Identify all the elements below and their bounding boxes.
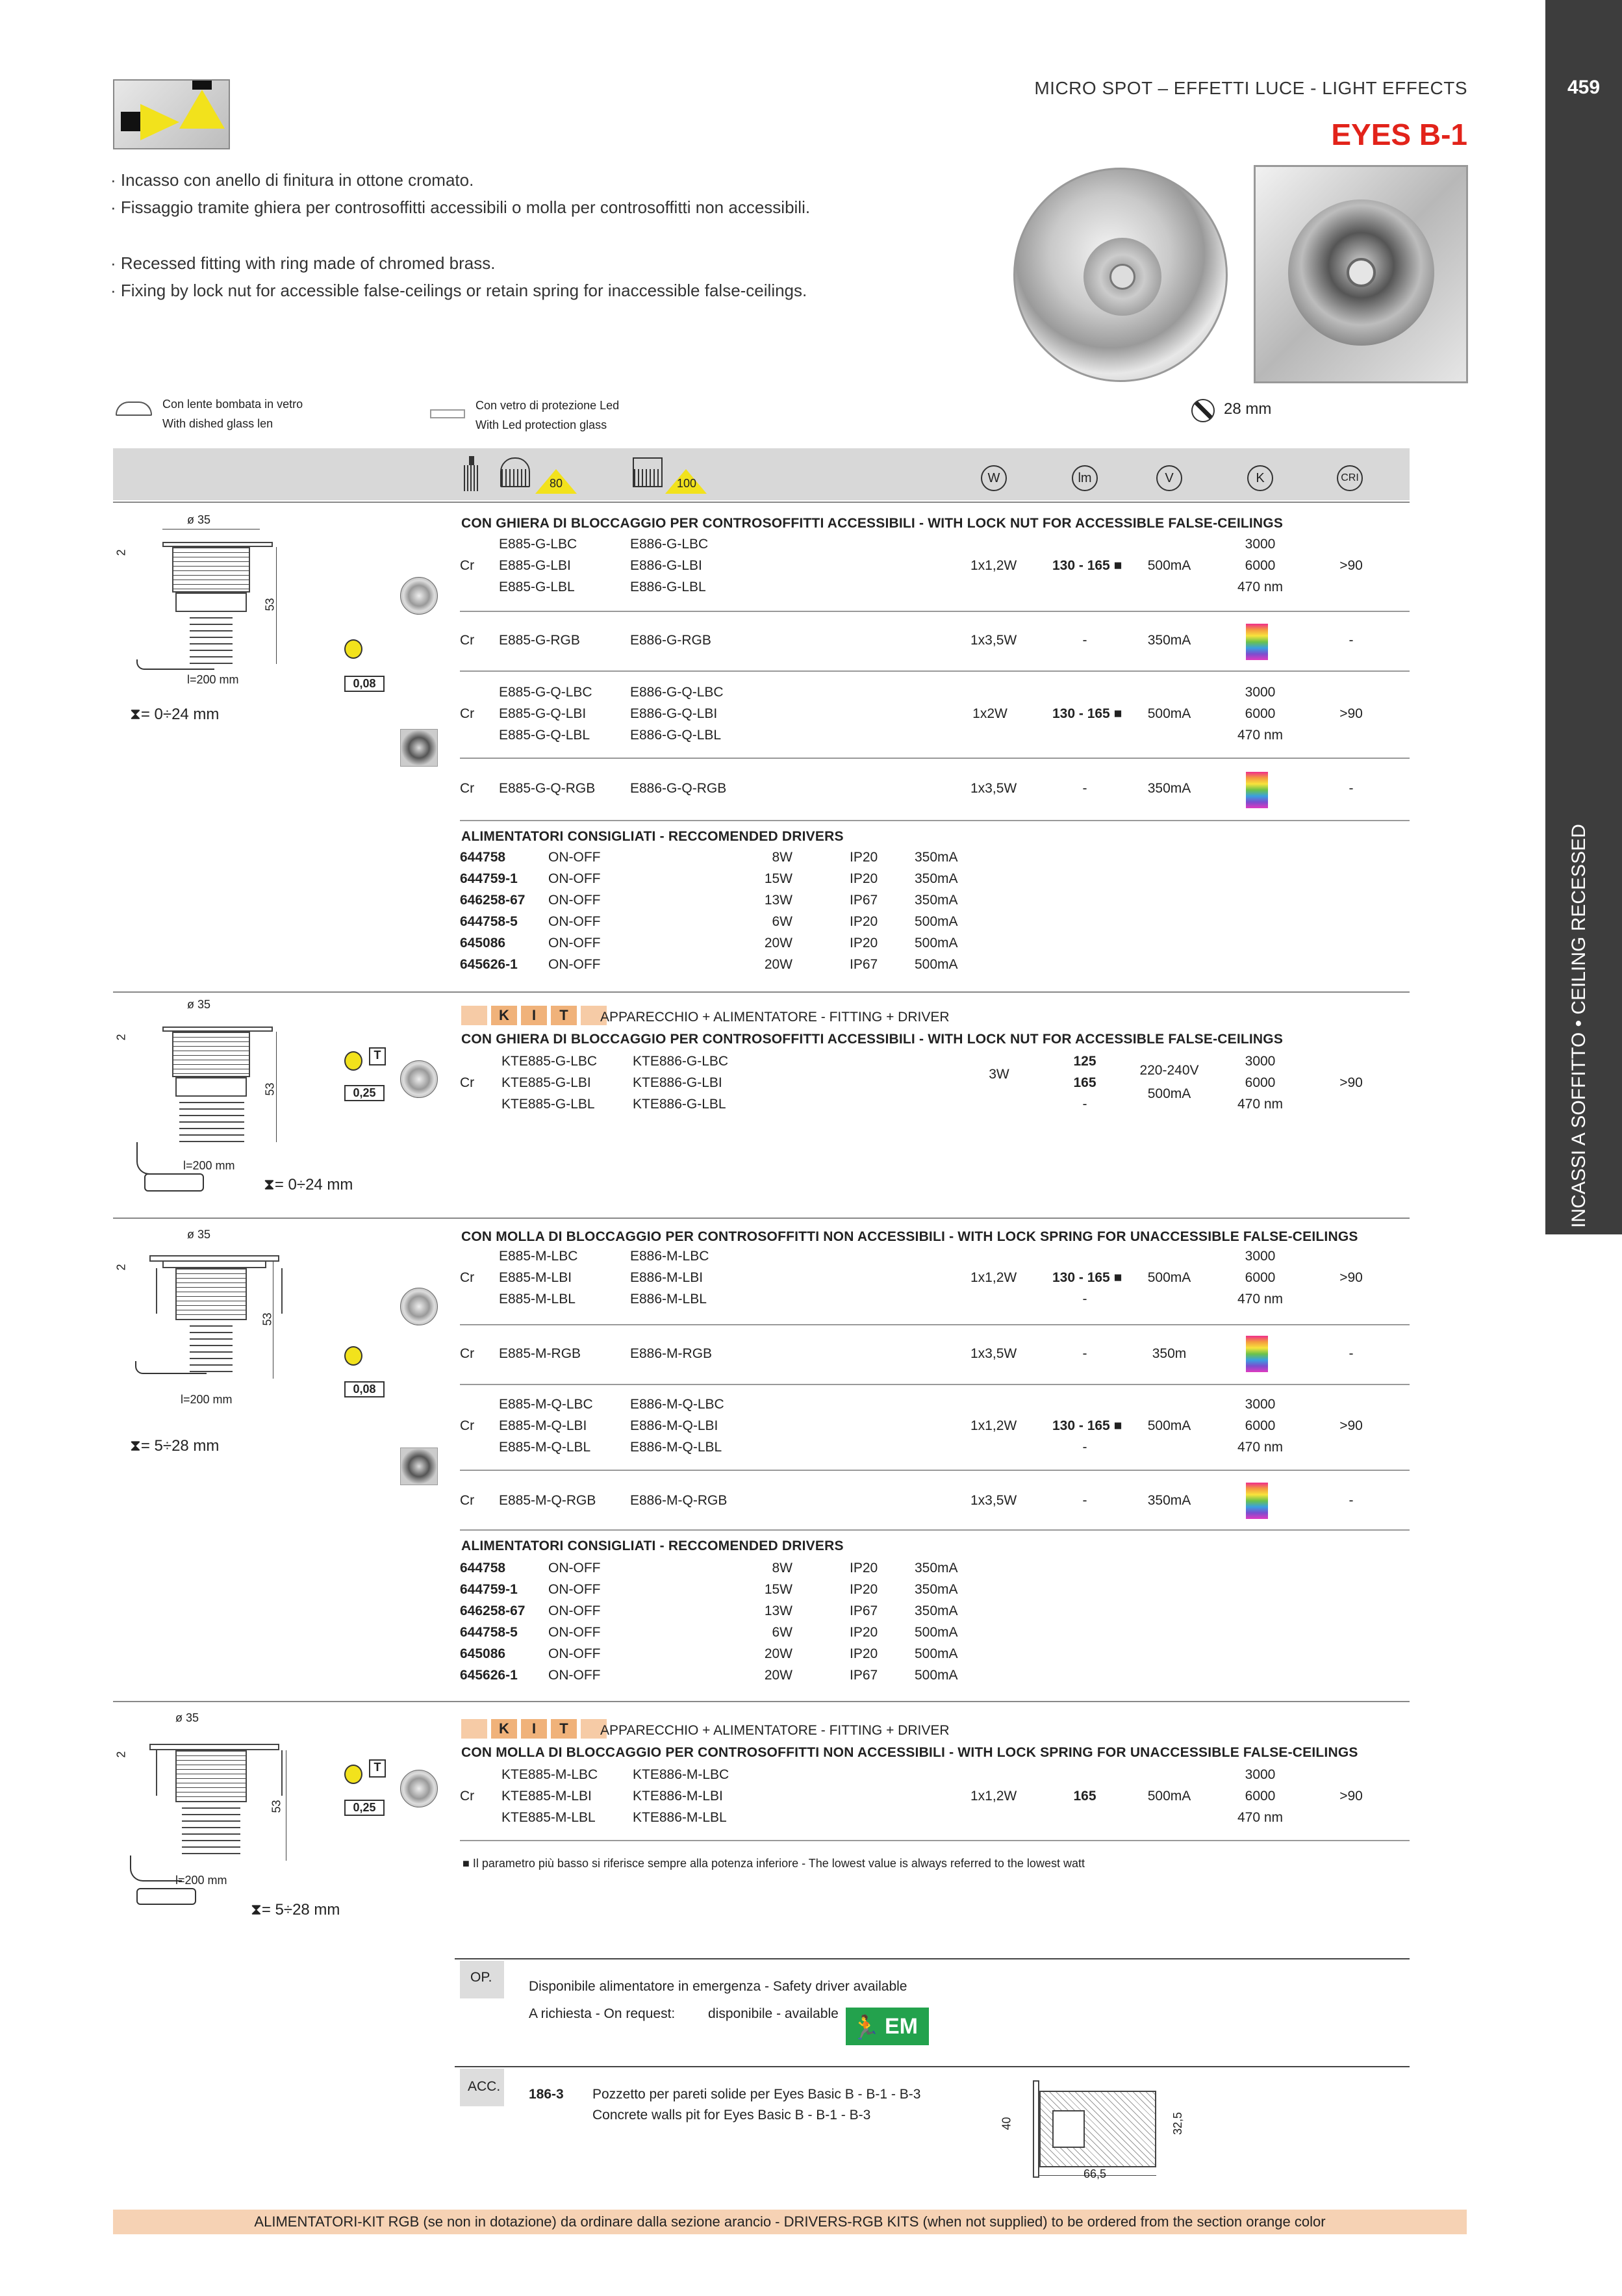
- spec-header-bar: [113, 448, 1410, 500]
- code: KTE886-G-LBC: [633, 1054, 729, 1069]
- code: E885-G-LBL: [499, 580, 575, 594]
- s4-height: 53: [270, 1800, 283, 1813]
- cri: >90: [1339, 706, 1363, 721]
- rgb-icon: [1246, 772, 1268, 808]
- watt-icon: W: [981, 465, 1007, 491]
- s2-cable: l=200 mm: [183, 1159, 235, 1172]
- finish: Cr: [460, 1270, 475, 1285]
- acc-dim-depth: 32,5: [1171, 2111, 1185, 2136]
- code: E885-M-Q-LBL: [499, 1440, 591, 1455]
- lumen-icon: lm: [1072, 465, 1098, 491]
- glass-label-en: With Led protection glass: [475, 418, 607, 431]
- driver-row: 644759-1 ON-OFF 15W IP20 350mA: [460, 871, 958, 886]
- cri: >90: [1339, 1270, 1363, 1285]
- driver-row: 644758-5 ON-OFF 6W IP20 500mA: [460, 1625, 958, 1640]
- watt: 1x1,2W: [970, 1789, 1017, 1804]
- driver-row: 644759-1 ON-OFF 15W IP20 350mA: [460, 1582, 958, 1597]
- volt-icon: V: [1156, 465, 1182, 491]
- s3-range: ⧗= 5÷28 mm: [130, 1437, 220, 1455]
- watt: 1x3,5W: [970, 1346, 1017, 1361]
- code: E885-M-Q-LBI: [499, 1418, 587, 1433]
- cri: >90: [1339, 558, 1363, 573]
- flat-lamp-icon: [633, 457, 663, 487]
- watt: 1x1,2W: [970, 1418, 1017, 1433]
- kelvin: 3000: [1245, 1397, 1276, 1412]
- acc-label: ACC.: [468, 2079, 501, 2094]
- kelvin: 470 nm: [1237, 1097, 1284, 1112]
- page-number: 459: [1567, 77, 1601, 98]
- code: E885-M-LBI: [499, 1270, 572, 1285]
- lumen: 165: [1073, 1075, 1096, 1090]
- watt: 1x2W: [972, 706, 1007, 721]
- code: KTE886-G-LBL: [633, 1097, 726, 1112]
- cri: >90: [1339, 1075, 1363, 1090]
- code: KTE886-G-LBI: [633, 1075, 722, 1090]
- s2-voltage: 220-240V: [1139, 1063, 1199, 1078]
- lumen: 130 - 165 ■: [1052, 706, 1122, 721]
- watt: 1x3,5W: [970, 781, 1017, 796]
- finish: Cr: [460, 1346, 475, 1361]
- code: E885-G-Q-LBI: [499, 706, 587, 721]
- code: KTE886-M-LBC: [633, 1767, 729, 1782]
- s3-cable: l=200 mm: [181, 1393, 233, 1406]
- finish: Cr: [460, 1075, 475, 1090]
- side-label: INCASSI A SOFFITTO • CEILING RECESSED: [1568, 824, 1590, 1228]
- watt: 1x3,5W: [970, 1493, 1017, 1508]
- kelvin: 6000: [1245, 558, 1276, 573]
- divider: [460, 758, 1410, 759]
- op-line2a: A richiesta - On request:: [529, 2006, 676, 2021]
- divider: [460, 1470, 1410, 1471]
- finish: Cr: [460, 1789, 475, 1804]
- s2-title: CON GHIERA DI BLOCCAGGIO PER CONTROSOFFITTI ACCESSIBILI - WITH LOCK NUT FOR ACCESSIBLE FALSE-CEILINGS: [461, 1032, 1284, 1047]
- watt: 1x3,5W: [970, 633, 1017, 648]
- code: E886-M-LBI: [630, 1270, 703, 1285]
- rgb-icon: [1246, 1336, 1268, 1372]
- lumen: -: [1082, 1292, 1087, 1307]
- code: KTE886-M-LBI: [633, 1789, 723, 1804]
- s2-kit-label: APPARECCHIO + ALIMENTATORE - FITTING + DRIVER: [600, 1010, 950, 1025]
- kelvin: 470 nm: [1237, 1810, 1284, 1825]
- lumen: 125: [1073, 1054, 1096, 1069]
- code: E886-M-Q-RGB: [630, 1493, 728, 1508]
- cri: >90: [1339, 1789, 1363, 1804]
- code: E886-G-Q-LBI: [630, 706, 718, 721]
- acc-drawing: [987, 2071, 1208, 2188]
- divider: [460, 670, 1410, 672]
- code: E886-M-LBL: [630, 1292, 707, 1307]
- divider: [460, 1840, 1410, 1841]
- cri100-value: 100: [677, 477, 697, 490]
- lens-label-en: With dished glass len: [162, 417, 273, 430]
- lumen: -: [1082, 1097, 1087, 1112]
- kelvin: 6000: [1245, 1789, 1276, 1804]
- code: E886-G-Q-LBL: [630, 728, 722, 743]
- s4-cable: l=200 mm: [175, 1874, 227, 1887]
- s2-weight: 0,25: [344, 1085, 385, 1101]
- current: 500mA: [1147, 706, 1191, 721]
- finish: Cr: [460, 1493, 475, 1508]
- s2-thickness: 2: [114, 1034, 128, 1041]
- s2-driver-box: T: [369, 1047, 386, 1065]
- code: KTE885-M-LBI: [501, 1789, 592, 1804]
- driver-row: 646258-67 ON-OFF 13W IP67 350mA: [460, 893, 958, 908]
- code: E886-G-Q-LBC: [630, 685, 724, 700]
- divider: [113, 1218, 1410, 1219]
- divider: [455, 2066, 1410, 2067]
- lumen: 130 - 165 ■: [1052, 1418, 1122, 1433]
- footer-note: ALIMENTATORI-KIT RGB (se non in dotazione) da ordinare dalla sezione arancio - DRIVERS-RGB KITS (when not supplied) to be ordered from the section orange color: [113, 2210, 1467, 2234]
- driver-row: 646258-67 ON-OFF 13W IP67 350mA: [460, 1603, 958, 1618]
- cri: -: [1349, 1493, 1354, 1508]
- watt: 1x1,2W: [970, 558, 1017, 573]
- code: E885-G-LBC: [499, 537, 577, 552]
- driver-row: 645086 ON-OFF 20W IP20 500mA: [460, 1646, 958, 1661]
- code: E885-G-Q-LBC: [499, 685, 592, 700]
- finish: Cr: [460, 1418, 475, 1433]
- cri80-value: 80: [550, 477, 563, 490]
- lumen: 130 - 165 ■: [1052, 1270, 1122, 1285]
- s2-current: 500mA: [1147, 1086, 1191, 1101]
- rgb-icon: [1246, 1483, 1268, 1519]
- code: E886-G-LBI: [630, 558, 702, 573]
- code: E886-G-LBL: [630, 580, 706, 594]
- acc-line2: Concrete walls pit for Eyes Basic B - B-1 - B-3: [592, 2108, 871, 2123]
- s2-height: 53: [263, 1082, 277, 1096]
- s3-weight: 0,08: [344, 1381, 385, 1397]
- s3-height: 53: [260, 1312, 274, 1326]
- current: 500mA: [1147, 558, 1191, 573]
- code: E885-G-Q-RGB: [499, 781, 596, 796]
- finish: Cr: [460, 558, 475, 573]
- code: E886-M-Q-LBL: [630, 1440, 722, 1455]
- code: E885-M-Q-LBC: [499, 1397, 593, 1412]
- code: KTE885-G-LBC: [501, 1054, 598, 1069]
- s3-thickness: 2: [114, 1264, 128, 1271]
- s3-title: CON MOLLA DI BLOCCAGGIO PER CONTROSOFFITTI NON ACCESSIBILI - WITH LOCK SPRING FOR UNACCESSIBLE FALSE-CEILINGS: [461, 1229, 1358, 1244]
- kelvin: 470 nm: [1237, 728, 1284, 743]
- s4-title: CON MOLLA DI BLOCCAGGIO PER CONTROSOFFITTI NON ACCESSIBILI - WITH LOCK SPRING FOR UNACCESSIBLE FALSE-CEILINGS: [461, 1745, 1358, 1760]
- cri: -: [1349, 781, 1354, 796]
- divider: [460, 611, 1410, 612]
- dished-lens-icon: [116, 402, 152, 416]
- kelvin: 470 nm: [1237, 1440, 1284, 1455]
- product-photo-square: [1254, 165, 1468, 383]
- s2-kit-badge: K I T: [461, 1006, 607, 1025]
- lumen: -: [1082, 1493, 1087, 1508]
- lens-label-it: Con lente bombata in vetro: [162, 398, 303, 411]
- divider: [455, 1958, 1410, 1959]
- kelvin: 3000: [1245, 685, 1276, 700]
- code: E886-G-LBC: [630, 537, 709, 552]
- code: E885-G-LBI: [499, 558, 571, 573]
- kelvin: 6000: [1245, 1075, 1276, 1090]
- code: E885-M-LBL: [499, 1292, 576, 1307]
- code: KTE886-M-LBL: [633, 1810, 727, 1825]
- kelvin: 6000: [1245, 1418, 1276, 1433]
- bullet-4: · Fixing by lock nut for accessible false-ceilings or retain spring for inaccessible false-ceilings.: [110, 281, 807, 300]
- current: 350mA: [1147, 781, 1191, 796]
- category-icon: [113, 79, 230, 149]
- product-title: EYES B-1: [1331, 118, 1467, 151]
- driver-row: 645626-1 ON-OFF 20W IP67 500mA: [460, 1668, 958, 1683]
- cri-icon: CRI: [1337, 465, 1363, 491]
- code: E886-M-LBC: [630, 1249, 709, 1264]
- s1-weight: 0,08: [344, 676, 385, 692]
- code: KTE885-M-LBC: [501, 1767, 598, 1782]
- code: KTE885-G-LBI: [501, 1075, 591, 1090]
- finish: Cr: [460, 706, 475, 721]
- divider: [113, 502, 1410, 503]
- kelvin-icon: K: [1247, 465, 1273, 491]
- s1-title: CON GHIERA DI BLOCCAGGIO PER CONTROSOFFITTI ACCESSIBILI - WITH LOCK NUT FOR ACCESSIBLE FALSE-CEILINGS: [461, 516, 1284, 531]
- kelvin: 3000: [1245, 1054, 1276, 1069]
- current: 350mA: [1147, 1493, 1191, 1508]
- kelvin: 3000: [1245, 1249, 1276, 1264]
- flat-glass-icon: [430, 409, 465, 418]
- current: 500mA: [1147, 1270, 1191, 1285]
- s3-diameter: ø 35: [187, 1228, 211, 1241]
- s2-diameter: ø 35: [187, 998, 211, 1011]
- code: E886-G-RGB: [630, 633, 711, 648]
- finish: Cr: [460, 781, 475, 796]
- lumen: -: [1082, 781, 1087, 796]
- current: 500mA: [1147, 1418, 1191, 1433]
- s4-weight: 0,25: [344, 1800, 385, 1816]
- rgb-icon: [1246, 624, 1268, 660]
- acc-dim-width: 66,5: [1083, 2167, 1107, 2180]
- lumen: -: [1082, 1346, 1087, 1361]
- driver-row: 645086 ON-OFF 20W IP20 500mA: [460, 936, 958, 950]
- lumen: 165: [1073, 1789, 1096, 1804]
- code: E886-G-Q-RGB: [630, 781, 727, 796]
- bullet-1: · Incasso con anello di finitura in ottone cromato.: [110, 170, 474, 190]
- acc-dim-height: 40: [1000, 2117, 1013, 2130]
- s2-range: ⧗= 0÷24 mm: [264, 1176, 353, 1193]
- divider: [460, 820, 1410, 821]
- kelvin: 3000: [1245, 1767, 1276, 1782]
- s1-diameter: ø 35: [187, 513, 211, 526]
- kelvin: 6000: [1245, 1270, 1276, 1285]
- kelvin: 3000: [1245, 537, 1276, 552]
- s1-height: 53: [263, 598, 277, 611]
- s4-driver-box: T: [369, 1759, 386, 1778]
- hole-size: 28 mm: [1224, 400, 1272, 418]
- divider: [460, 1384, 1410, 1385]
- s4-kit-badge: K I T: [461, 1719, 607, 1739]
- code: E885-M-Q-RGB: [499, 1493, 596, 1508]
- divider: [460, 1529, 1410, 1531]
- s4-range: ⧗= 5÷28 mm: [251, 1901, 340, 1919]
- divider: [460, 1324, 1410, 1325]
- divider: [113, 991, 1410, 993]
- acc-code: 186-3: [529, 2087, 564, 2102]
- s1-range: ⧗= 0÷24 mm: [130, 706, 220, 723]
- bullet-3: · Recessed fitting with ring made of chromed brass.: [110, 253, 496, 273]
- s1-cable: l=200 mm: [187, 673, 239, 686]
- s4-thickness: 2: [114, 1751, 128, 1758]
- s4-kit-label: APPARECCHIO + ALIMENTATORE - FITTING + DRIVER: [600, 1723, 950, 1738]
- code: E886-M-Q-LBC: [630, 1397, 724, 1412]
- driver-row: 644758-5 ON-OFF 6W IP20 500mA: [460, 914, 958, 929]
- code: E886-M-Q-LBI: [630, 1418, 718, 1433]
- cri: -: [1349, 1346, 1354, 1361]
- current: 350mA: [1147, 633, 1191, 648]
- cri: -: [1349, 633, 1354, 648]
- divider: [113, 1701, 1410, 1702]
- cri: >90: [1339, 1418, 1363, 1433]
- current: 350m: [1152, 1346, 1187, 1361]
- code: KTE885-G-LBL: [501, 1097, 595, 1112]
- s1-drivers-title: ALIMENTATORI CONSIGLIATI - RECCOMENDED DRIVERS: [461, 829, 844, 844]
- op-label: OP.: [470, 1970, 492, 1985]
- code: KTE885-M-LBL: [501, 1810, 596, 1825]
- acc-line1: Pozzetto per pareti solide per Eyes Basic B - B-1 - B-3: [592, 2087, 921, 2102]
- s4-diameter: ø 35: [175, 1711, 199, 1724]
- driver-row: 644758 ON-OFF 8W IP20 350mA: [460, 850, 958, 865]
- code: E885-M-LBC: [499, 1249, 578, 1264]
- section-header: MICRO SPOT – EFFETTI LUCE - LIGHT EFFECTS: [1034, 78, 1467, 98]
- bullet-2: · Fissaggio tramite ghiera per controsoffitti accessibili o molla per controsoffitti non accessibili.: [110, 198, 811, 217]
- driver-row: 645626-1 ON-OFF 20W IP67 500mA: [460, 957, 958, 972]
- lumen: 130 - 165 ■: [1052, 558, 1122, 573]
- kelvin: 6000: [1245, 706, 1276, 721]
- lumen: -: [1082, 633, 1087, 648]
- driver-row: 644758 ON-OFF 8W IP20 350mA: [460, 1561, 958, 1575]
- watt: 1x1,2W: [970, 1270, 1017, 1285]
- s1-thickness: 2: [114, 549, 128, 556]
- s2-watt: 3W: [989, 1067, 1009, 1082]
- code: E885-G-Q-LBL: [499, 728, 590, 743]
- dished-lamp-icon: [500, 457, 530, 487]
- kelvin: 470 nm: [1237, 580, 1284, 594]
- emergency-icon: 🏃 EM: [846, 2008, 929, 2045]
- op-line2b: disponibile - available: [708, 2006, 839, 2021]
- code: E886-M-RGB: [630, 1346, 713, 1361]
- hole-size-icon: [1191, 399, 1215, 422]
- finish: Cr: [460, 633, 475, 648]
- kelvin: 470 nm: [1237, 1292, 1284, 1307]
- code: E885-G-RGB: [499, 633, 580, 648]
- glass-label-it: Con vetro di protezione Led: [475, 399, 620, 412]
- code: E885-M-RGB: [499, 1346, 581, 1361]
- s3-drivers-title: ALIMENTATORI CONSIGLIATI - RECCOMENDED DRIVERS: [461, 1538, 844, 1553]
- current: 500mA: [1147, 1789, 1191, 1804]
- lumen: -: [1082, 1440, 1087, 1455]
- beam-icon: [463, 456, 481, 491]
- product-photo-round: [1013, 168, 1228, 382]
- op-line1: Disponibile alimentatore in emergenza - Safety driver available: [529, 1979, 907, 1994]
- footnote: ■ Il parametro più basso si riferisce sempre alla potenza inferiore - The lowest value is always referred to the lowest watt: [463, 1857, 1085, 1870]
